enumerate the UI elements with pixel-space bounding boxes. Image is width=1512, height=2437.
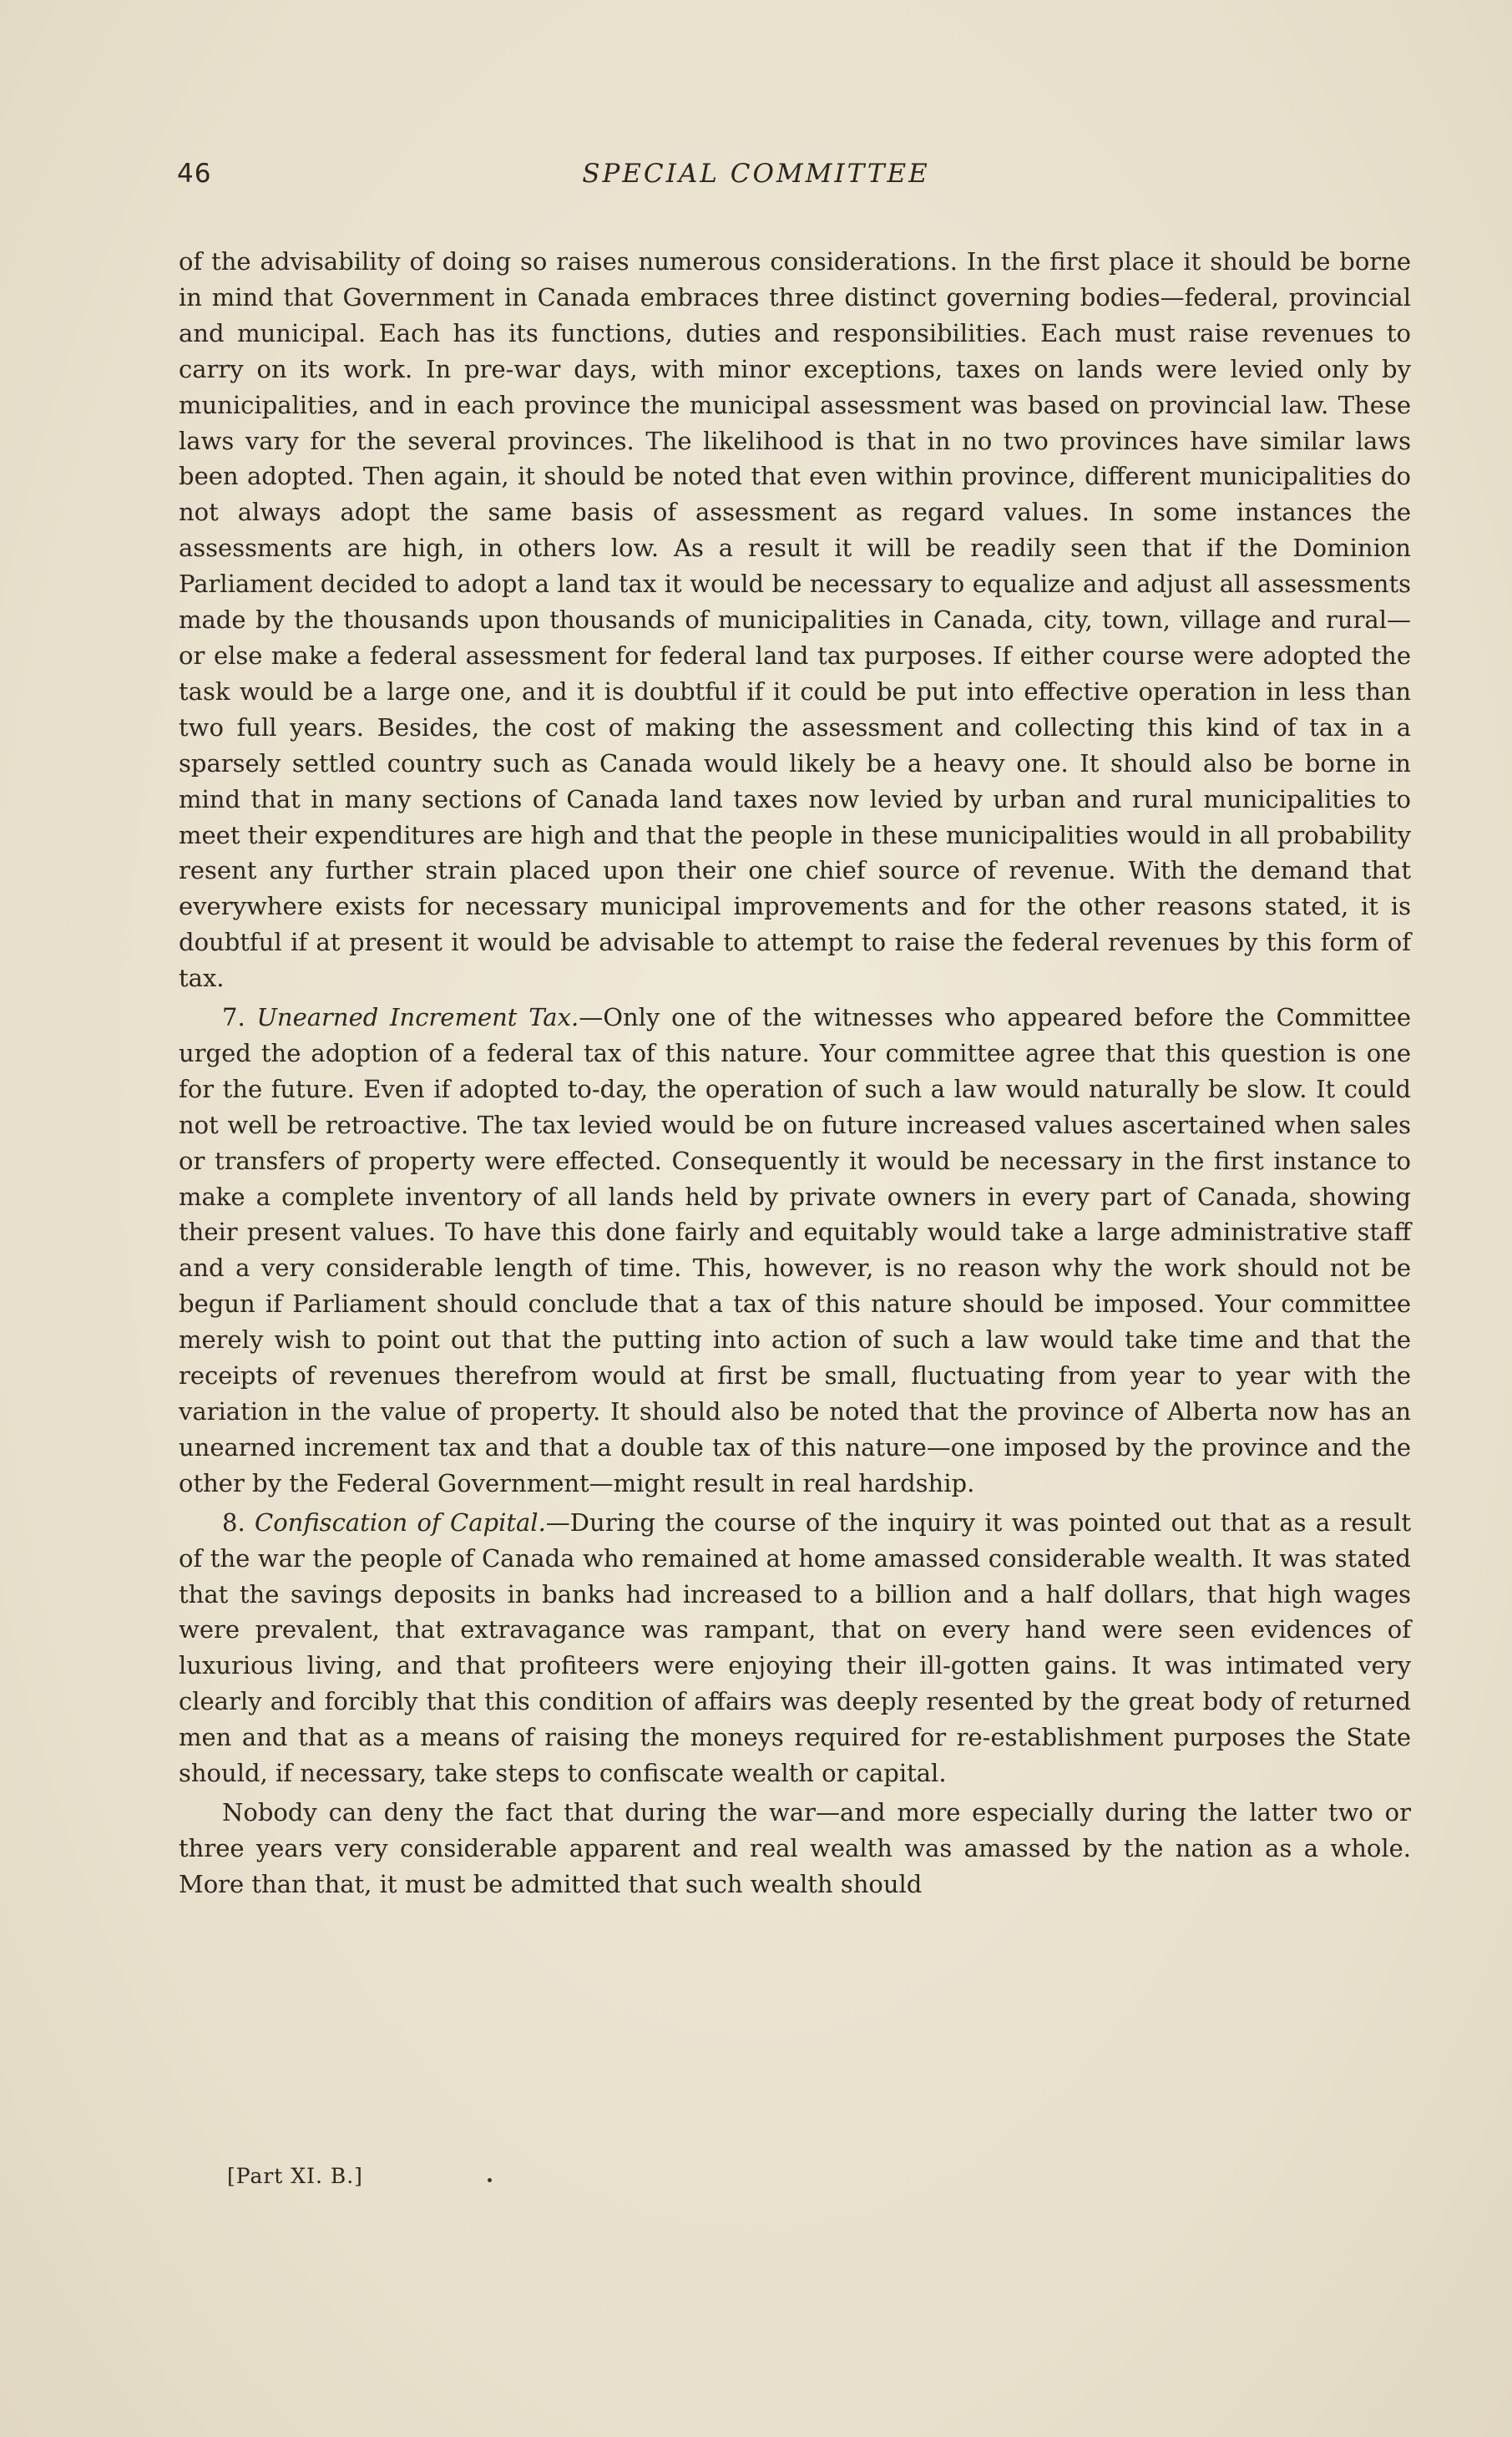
paragraph-unearned-increment: [179, 1000, 1411, 1502]
signature-mark: [Part XI. B.]: [227, 2164, 363, 2188]
paragraph-continued: of the advisability of doing so raises numerous considerations. In the first place it should be borne in mind that Government in Canada embraces three distinct governing bodies—federal, provincial and municipal. Each has its functions, duties and responsibilities. Each must raise revenues to carry on its work. In pre-war days, with minor exceptions, taxes on lands were levied only by municipalities, and in each province the municipal assessment was based on provincial law. These laws vary for the several provinces. The likelihood is that in no two provinces have similar laws been adopted. Then again, it should be noted that even within province, different municipalities do not always adopt the same basis of assessment as regard values. In some instances the assessments are high, in others low. As a result it will be readily seen that if the Dominion Parliament decided to adopt a land tax it would be necessary to equalize and adjust all assessments made by the thousands upon thousands of municipalities in Canada, city, town, village and rural—or else make a federal assessment for federal land tax purposes. If either course were adopted the task would be a large one, and it is doubtful if it could be put into effective operation in less than two full years. Besides, the cost of making the assessment and collecting this kind of tax in a sparsely settled country such as Canada would likely be a heavy one. It should also be borne in mind that in many sections of Canada land taxes now levied by urban and rural municipalities to meet their expenditures are high and that the people in these municipalities would in all probability resent any further strain placed upon their one chief source of revenue. With the demand that everywhere exists for necessary municipal improvements and for the other reasons stated, it is doubtful if at present it would be advisable to attempt to raise the federal revenues by this form of tax.: [179, 247, 1411, 993]
body-text: [179, 244, 1411, 1906]
page-number: 46: [177, 159, 212, 189]
section-number: 7.: [222, 1003, 245, 1032]
paragraph-confiscation: [179, 1505, 1411, 1791]
paragraph-nobody: Nobody can deny the fact that during the war—and more especially during the latter two or three years very considerable apparent and real wealth was amassed by the nation as a whole. More than that, it must be admitted that such wealth should: [179, 1797, 1411, 1898]
paragraph-text: —During the course of the inquiry it was pointed out that as a result of the war the people of Canada who remained at home amassed considerable wealth. It was stated that the savings deposits in banks had increased to a billion and a half dollars, that high wages were prevalent, that extravagance was rampant, that on every hand were seen evidences of luxurious living, and that profiteers were enjoying their ill-gotten gains. It was intimated very clearly and forcibly that this condition of affairs was deeply resented by the great body of returned men and that as a means of raising the moneys required for re-establishment purposes the State should, if necessary, take steps to confiscate wealth or capital.: [179, 1507, 1412, 1788]
section-heading: Unearned Increment Tax.: [256, 1003, 579, 1032]
running-title: SPECIAL COMMITTEE: [582, 159, 930, 189]
section-heading: Confiscation of Capital.: [255, 1507, 546, 1537]
printer-dot: [488, 2178, 492, 2182]
paragraph-text: —Only one of the witnesses who appeared before the Committee urged the adoption of a federal tax of this nature. Your committee agree that this question is one for the future. Even if adopted to-day, the operation of such a law would naturally be slow. It could not well be retroactive. The tax levied would be on future increased values ascertained when sales or transfers of property were effected. Consequently it would be necessary in the first instance to make a complete inventory of all lands held by private owners in every part of Canada, showing their present values. To have this done fairly and equitably would take a large administrative staff and a very considerable length of time. This, however, is no reason why the work should not be begun if Parliament should conclude that a tax of this nature should be imposed. Your committee merely wish to point out that the putting into action of such a law would take time and that the receipts of revenues therefrom would at first be small, fluctuating from year to year with the variation in the value of property. It should also be noted that the province of Alberta now has an unearned increment tax and that a double tax of this nature—one imposed by the province and the other by the Federal Government—might result in real hardship.: [179, 1003, 1412, 1497]
section-number: 8.: [222, 1507, 245, 1537]
